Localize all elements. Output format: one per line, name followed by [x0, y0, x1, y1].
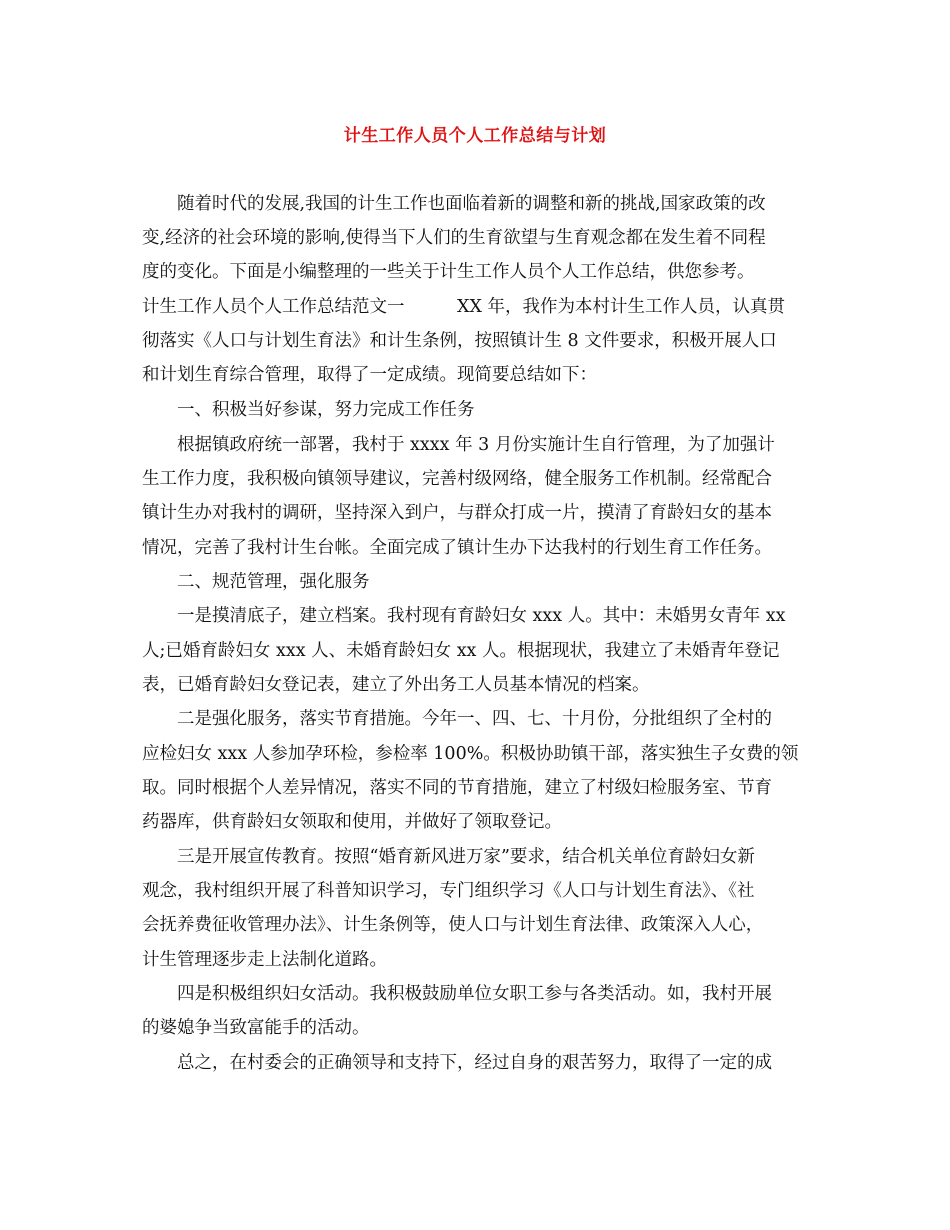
text-line: 计生管理逐步走上法制化道路。	[142, 950, 387, 970]
text-line: 药器库，供育龄妇女领取和使用，并做好了领取登记。	[142, 812, 562, 832]
text-line: 应检妇女 xxx 人参加孕环检，参检率 100%。积极协助镇干部，落实独生子女费的领	[142, 744, 799, 764]
text-line: 彻落实《人口与计划生育法》和计生条例，按照镇计生 8 文件要求，积极开展人口	[142, 331, 777, 351]
text-line: 镇计生办对我村的调研，坚持深入到户，与群众打成一片，摸清了育龄妇女的基本	[142, 503, 772, 523]
text-line: 三是开展宣传教育。按照“婚育新风进万家”要求，结合机关单位育龄妇女新	[142, 847, 755, 867]
text-line: 总之，在村委会的正确领导和支持下，经过自身的艰苦努力，取得了一定的成	[142, 1053, 772, 1073]
text-line: 观念，我村组织开展了科普知识学习，专门组织学习《人口与计划生育法》、《社	[142, 881, 755, 901]
text-line: 的婆媳争当致富能手的活动。	[142, 1018, 370, 1038]
text-line: 随着时代的发展,我国的计生工作也面临着新的调整和新的挑战,国家政策的改	[142, 194, 766, 214]
text-line: 变,经济的社会环境的影响,使得当下人们的生育欲望与生育观念都在发生着不同程	[142, 228, 766, 248]
text-line: 会抚养费征收管理办法》、计生条例等，使人口与计划生育法律、政策深入人心，	[142, 915, 764, 935]
text-line: 四是积极组织妇女活动。我积极鼓励单位女职工参与各类活动。如，我村开展	[142, 984, 772, 1004]
text-line: 根据镇政府统一部署，我村于 xxxx 年 3 月份实施计生自行管理，为了加强计	[142, 435, 775, 455]
text-line: 情况，完善了我村计生台帐。全面完成了镇计生办下达我村的行划生育工作任务。	[142, 538, 772, 558]
text-line: 取。同时根据个人差异情况，落实不同的节育措施，建立了村级妇检服务室、节育	[142, 778, 772, 798]
document-title: 计生工作人员个人工作总结与计划	[343, 126, 607, 146]
section-heading: 二、规范管理，强化服务	[142, 572, 370, 592]
text-line: 度的变化。下面是小编整理的一些关于计生工作人员个人工作总结，供您参考。	[142, 262, 755, 282]
text-line: 人;已婚育龄妇女 xxx 人、未婚育龄妇女 xx 人。根据现状，我建立了未婚青年登记	[142, 641, 780, 661]
text-line: 和计划生育综合管理，取得了一定成绩。现简要总结如下：	[142, 365, 597, 385]
text-line: 表，已婚育龄妇女登记表，建立了外出务工人员基本情况的档案。	[142, 675, 650, 695]
text-line: 计生工作人员个人工作总结范文一 XX 年，我作为本村计生工作人员，认真贯	[142, 297, 785, 317]
text-line: 二是强化服务，落实节育措施。今年一、四、七、十月份，分批组织了全村的	[142, 709, 772, 729]
text-line: 一是摸清底子，建立档案。我村现有育龄妇女 xxx 人。其中：未婚男女青年 xx	[142, 606, 786, 626]
section-heading: 一、积极当好参谋，努力完成工作任务	[142, 400, 475, 420]
text-line: 生工作力度，我积极向镇领导建议，完善村级网络，健全服务工作机制。经常配合	[142, 469, 772, 489]
